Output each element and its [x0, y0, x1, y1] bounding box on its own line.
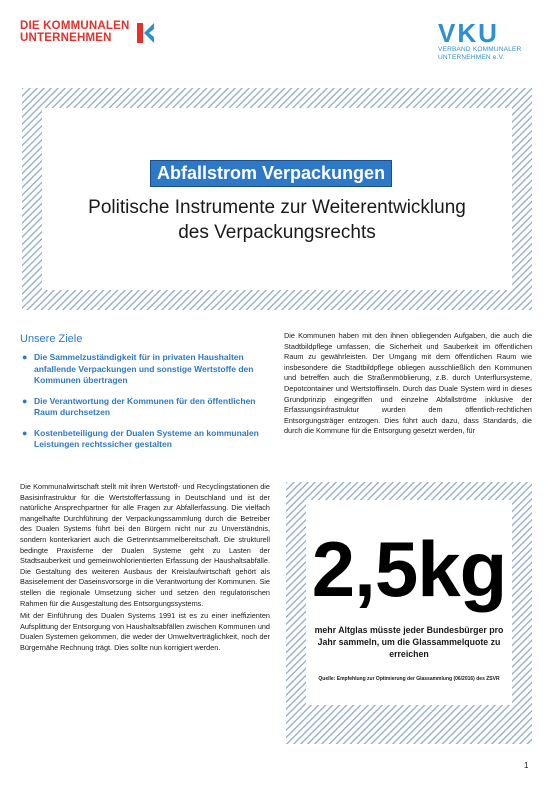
bullet-icon: ● — [22, 352, 28, 362]
k-mark-icon — [136, 22, 156, 44]
goals-list — [20, 352, 265, 451]
goal-item — [20, 396, 265, 419]
goal-item-text: Die Verantwortung der Kommunen für den öffentlichen Raum durchsetzen — [34, 395, 256, 417]
logo-left-line2: UNTERNEHMEN — [20, 32, 112, 44]
stat-description: mehr Altglas müsste jeder Bundesbürger pro Jahr sammeln, um die Glassammelquote zu erreichen — [314, 625, 504, 659]
bullet-icon: ● — [22, 395, 28, 406]
left-column-text — [20, 482, 270, 732]
goals-title: Unsere Ziele — [20, 333, 83, 345]
right-column-text: Die Kommunen haben mit den ihnen obliegenden Aufgaben, die auch die Stadtbildpflege umfassen, die Sicherheit und Sauberkeit im öffentlichen Raum zu gewährleisten. Der Umgang mit dem öffentlichen Raum wie insbesondere die Stadtbildpflege obliegen ausschließlich den Kommunen und betreffen auch die Straßenmöblierung, z.B. durch Unterflursysteme, Depotcontainer und Wertstoffinseln. Durch das Duale System wird in dieses Grundprinzip eingegriffen und einzelne Abfallströme inklusive der Erfassungsinfrastruktur wurden dem öffentlich-rechtlichen Entsorgungsträger entzogen. Dies führt auch dazu, dass Standards, die durch die Kommune für die Entsorgung gesetzt werden, für — [284, 331, 532, 436]
stat-source: Quelle: Empfehlung zur Optimierung der Glassammlung (06/2016) des ZSVR — [318, 676, 500, 682]
stat-value: 2,5kg — [311, 525, 507, 613]
bullet-icon: ● — [22, 427, 28, 438]
paragraph-2: Mit der Einführung des Dualen Systems 1991 ist es zu einer ineffizienten Aufsplittung der Entsorgung von Haushaltsabfällen zwischen Kommunen und Dualen Systemen gekommen, die weder der Umweltverträglichkeit, noch der Bürgernähe Rechnung trägt. Dies sollte nun korrigiert werden. — [20, 611, 270, 652]
subtitle-line-2: des Verpackungsrechts — [178, 222, 376, 243]
goal-item-text: Kostenbeteiligung der Dualen Systeme an kommunalen Leistungen rechtssicher gestalten — [34, 427, 259, 449]
vku-logo-line1: VERBAND KOMMUNALER — [438, 46, 522, 53]
goal-item — [20, 428, 265, 451]
page-number: 1 — [524, 761, 529, 770]
vku-logo-text: VKU — [438, 18, 499, 48]
goal-item — [20, 352, 265, 387]
page-subtitle — [42, 195, 512, 245]
vku-logo — [438, 20, 538, 70]
goal-item-text: Die Sammelzuständigkeit für in privaten Haushalten anfallende Verpackungen und sonstige Wertstoffe den Kommunen übertragen — [34, 352, 254, 385]
paragraph-1: Die Kommunalwirtschaft stellt mit ihren Wertstoff- und Recyclingstationen die Basisinfrastruktur für die Wertstofferfassung in Deutschland und ist der natürliche Ansprechpartner für alle Fragen zur Abfallerfassung. Die vielfach mangelhafte Durchführung der Verpackungssammlung durch die Betreiber des Dualen Systems führt bei den Bürgern nicht nur zu Unverständnis, sondern konterkariert auch die Getrenntsammelbereitschaft. Die strukturell bedingte Praxisferne der Dualen Systeme geht zu Lasten der Stadtsauberkeit und gemeinwohlorientierten Erfassung der Haushaltsabfälle. Die Gestaltung des weiteren Ausbaus der Kreislaufwirtschaft gehört als Basiselement der Daseinsvorsorge in die Verantwortung der Kommunen. Sie stellen die regionale Umsetzung sicher und setzen den regulatorischen Rahmen für die Ausgestaltung des Entsorgungssystems. — [20, 482, 270, 608]
logo-left-line1: DIE KOMMUNALEN — [20, 20, 130, 32]
kommunale-unternehmen-logo — [20, 20, 145, 50]
subtitle-line-1: Politische Instrumente zur Weiterentwicklung — [88, 197, 466, 218]
goals-section — [20, 333, 265, 463]
vku-logo-line2: UNTERNEHMEN e.V. — [438, 53, 505, 61]
page-title: Abfallstrom Verpackungen — [150, 160, 392, 187]
